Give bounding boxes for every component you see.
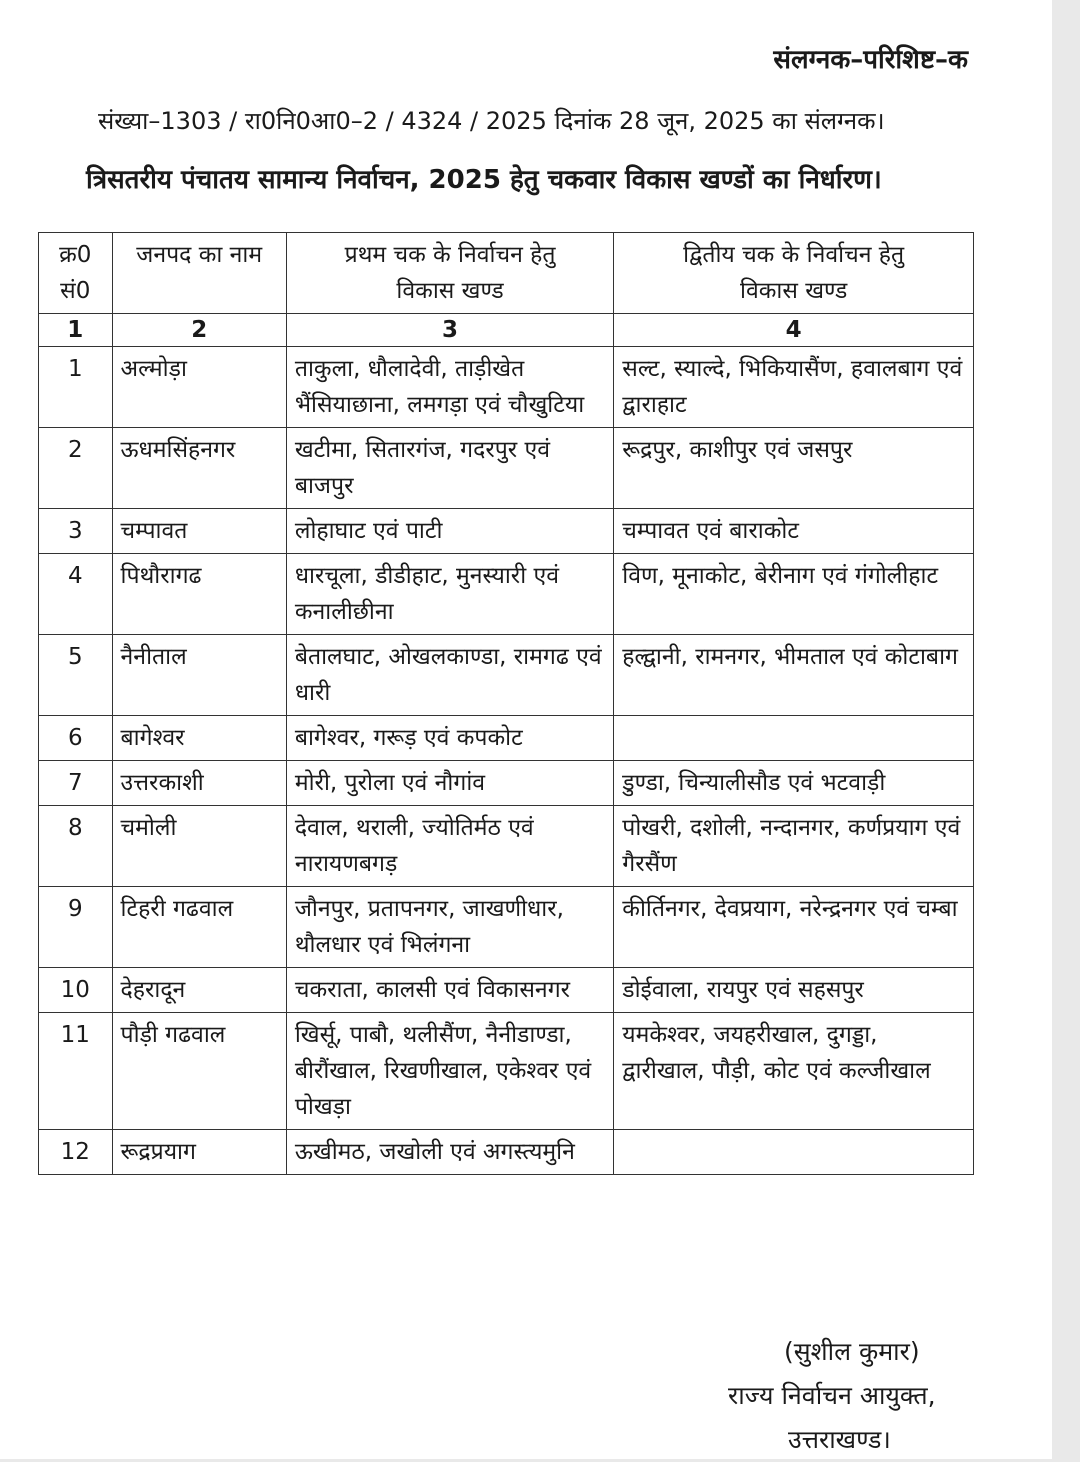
row-round2-blocks: यमकेश्वर, जयहरीखाल, दुगड्डा, द्वारीखाल, पौड़ी, कोट एवं कल्जीखाल — [614, 1013, 974, 1130]
header-round1: प्रथम चक के निर्वाचन हेतु विकास खण्ड — [286, 233, 613, 314]
header-serial: क्र0 सं0 — [39, 233, 113, 314]
row-round2-blocks — [614, 716, 974, 761]
row-district: पौड़ी गढवाल — [112, 1013, 286, 1130]
row-round2-blocks — [614, 1130, 974, 1175]
row-round2-blocks: विण, मूनाकोट, बेरीनाग एवं गंगोलीहाट — [614, 554, 974, 635]
table-row — [39, 1013, 974, 1130]
table-row — [39, 716, 974, 761]
row-serial: 9 — [39, 887, 113, 968]
table-row — [39, 554, 974, 635]
column-number: 3 — [286, 314, 613, 347]
signature-block — [728, 1330, 936, 1462]
row-round1-blocks: ताकुला, धौलादेवी, ताड़ीखेत भैंसियाछाना, लमगड़ा एवं चौखुटिया — [286, 347, 613, 428]
header-district: जनपद का नाम — [112, 233, 286, 314]
row-round1-blocks: लोहाघाट एवं पाटी — [286, 509, 613, 554]
row-round2-blocks: डोईवाला, रायपुर एवं सहसपुर — [614, 968, 974, 1013]
table-row — [39, 1130, 974, 1175]
table-row — [39, 761, 974, 806]
row-round1-blocks: बेतालघाट, ओखलकाण्डा, रामगढ एवं धारी — [286, 635, 613, 716]
table-row — [39, 347, 974, 428]
table-row — [39, 635, 974, 716]
table-row — [39, 428, 974, 509]
column-number-row — [39, 314, 974, 347]
row-round2-blocks: चम्पावत एवं बाराकोट — [614, 509, 974, 554]
signatory-state: उत्तराखण्ड। — [788, 1425, 891, 1454]
row-serial: 11 — [39, 1013, 113, 1130]
row-district: टिहरी गढवाल — [112, 887, 286, 968]
row-district: अल्मोड़ा — [112, 347, 286, 428]
row-round1-blocks: बागेश्वर, गरूड़ एवं कपकोट — [286, 716, 613, 761]
signatory-designation: राज्य निर्वाचन आयुक्त, — [728, 1381, 936, 1410]
table-row — [39, 887, 974, 968]
row-round2-blocks: हल्द्वानी, रामनगर, भीमताल एवं कोटाबाग — [614, 635, 974, 716]
table-row — [39, 806, 974, 887]
column-number: 4 — [614, 314, 974, 347]
row-round2-blocks: पोखरी, दशोली, नन्दानगर, कर्णप्रयाग एवं गैरसैंण — [614, 806, 974, 887]
row-round2-blocks: रूद्रपुर, काशीपुर एवं जसपुर — [614, 428, 974, 509]
row-round2-blocks: डुण्डा, चिन्यालीसौड एवं भटवाड़ी — [614, 761, 974, 806]
row-serial: 10 — [39, 968, 113, 1013]
row-district: चम्पावत — [112, 509, 286, 554]
annexure-label: संलग्नक–परिशिष्ट–क — [773, 45, 968, 75]
table-row — [39, 968, 974, 1013]
row-round1-blocks: खिर्सू, पाबौ, थलीसैंण, नैनीडाण्डा, बीरौंखाल, रिखणीखाल, एकेश्वर एवं पोखड़ा — [286, 1013, 613, 1130]
row-round1-blocks: मोरी, पुरोला एवं नौगांव — [286, 761, 613, 806]
row-round1-blocks: खटीमा, सितारगंज, गदरपुर एवं बाजपुर — [286, 428, 613, 509]
row-serial: 4 — [39, 554, 113, 635]
column-number: 1 — [39, 314, 113, 347]
row-district: चमोली — [112, 806, 286, 887]
header-round2: द्वितीय चक के निर्वाचन हेतु विकास खण्ड — [614, 233, 974, 314]
column-number: 2 — [112, 314, 286, 347]
reference-line: संख्या–1303 / रा0नि0आ0–2 / 4324 / 2025 दिनांक 28 जून, 2025 का संलग्नक। — [98, 107, 885, 135]
row-serial: 7 — [39, 761, 113, 806]
row-serial: 3 — [39, 509, 113, 554]
table-row — [39, 509, 974, 554]
row-district: बागेश्वर — [112, 716, 286, 761]
row-round1-blocks: चकराता, कालसी एवं विकासनगर — [286, 968, 613, 1013]
row-round2-blocks: कीर्तिनगर, देवप्रयाग, नरेन्द्रनगर एवं चम्बा — [614, 887, 974, 968]
table-header-row — [39, 233, 974, 314]
row-serial: 2 — [39, 428, 113, 509]
row-serial: 12 — [39, 1130, 113, 1175]
row-district: ऊधमसिंहनगर — [112, 428, 286, 509]
row-serial: 8 — [39, 806, 113, 887]
signatory-name: (सुशील कुमार) — [784, 1337, 920, 1366]
row-district: उत्तरकाशी — [112, 761, 286, 806]
row-district: पिथौरागढ — [112, 554, 286, 635]
row-round1-blocks: देवाल, थराली, ज्योतिर्मठ एवं नारायणबगड़ — [286, 806, 613, 887]
row-district: रूद्रप्रयाग — [112, 1130, 286, 1175]
row-round2-blocks: सल्ट, स्याल्दे, भिकियासैंण, हवालबाग एवं द्वाराहाट — [614, 347, 974, 428]
row-round1-blocks: जौनपुर, प्रतापनगर, जाखणीधार, थौलधार एवं भिलंगना — [286, 887, 613, 968]
row-district: नैनीताल — [112, 635, 286, 716]
row-round1-blocks: ऊखीमठ, जखोली एवं अगस्त्यमुनि — [286, 1130, 613, 1175]
row-district: देहरादून — [112, 968, 286, 1013]
document-heading: त्रिसतरीय पंचातय सामान्य निर्वाचन, 2025 हेतु चकवार विकास खण्डों का निर्धारण। — [86, 165, 882, 195]
development-block-table — [38, 232, 974, 1175]
row-serial: 5 — [39, 635, 113, 716]
row-serial: 6 — [39, 716, 113, 761]
row-round1-blocks: धारचूला, डीडीहाट, मुनस्यारी एवं कनालीछीना — [286, 554, 613, 635]
row-serial: 1 — [39, 347, 113, 428]
